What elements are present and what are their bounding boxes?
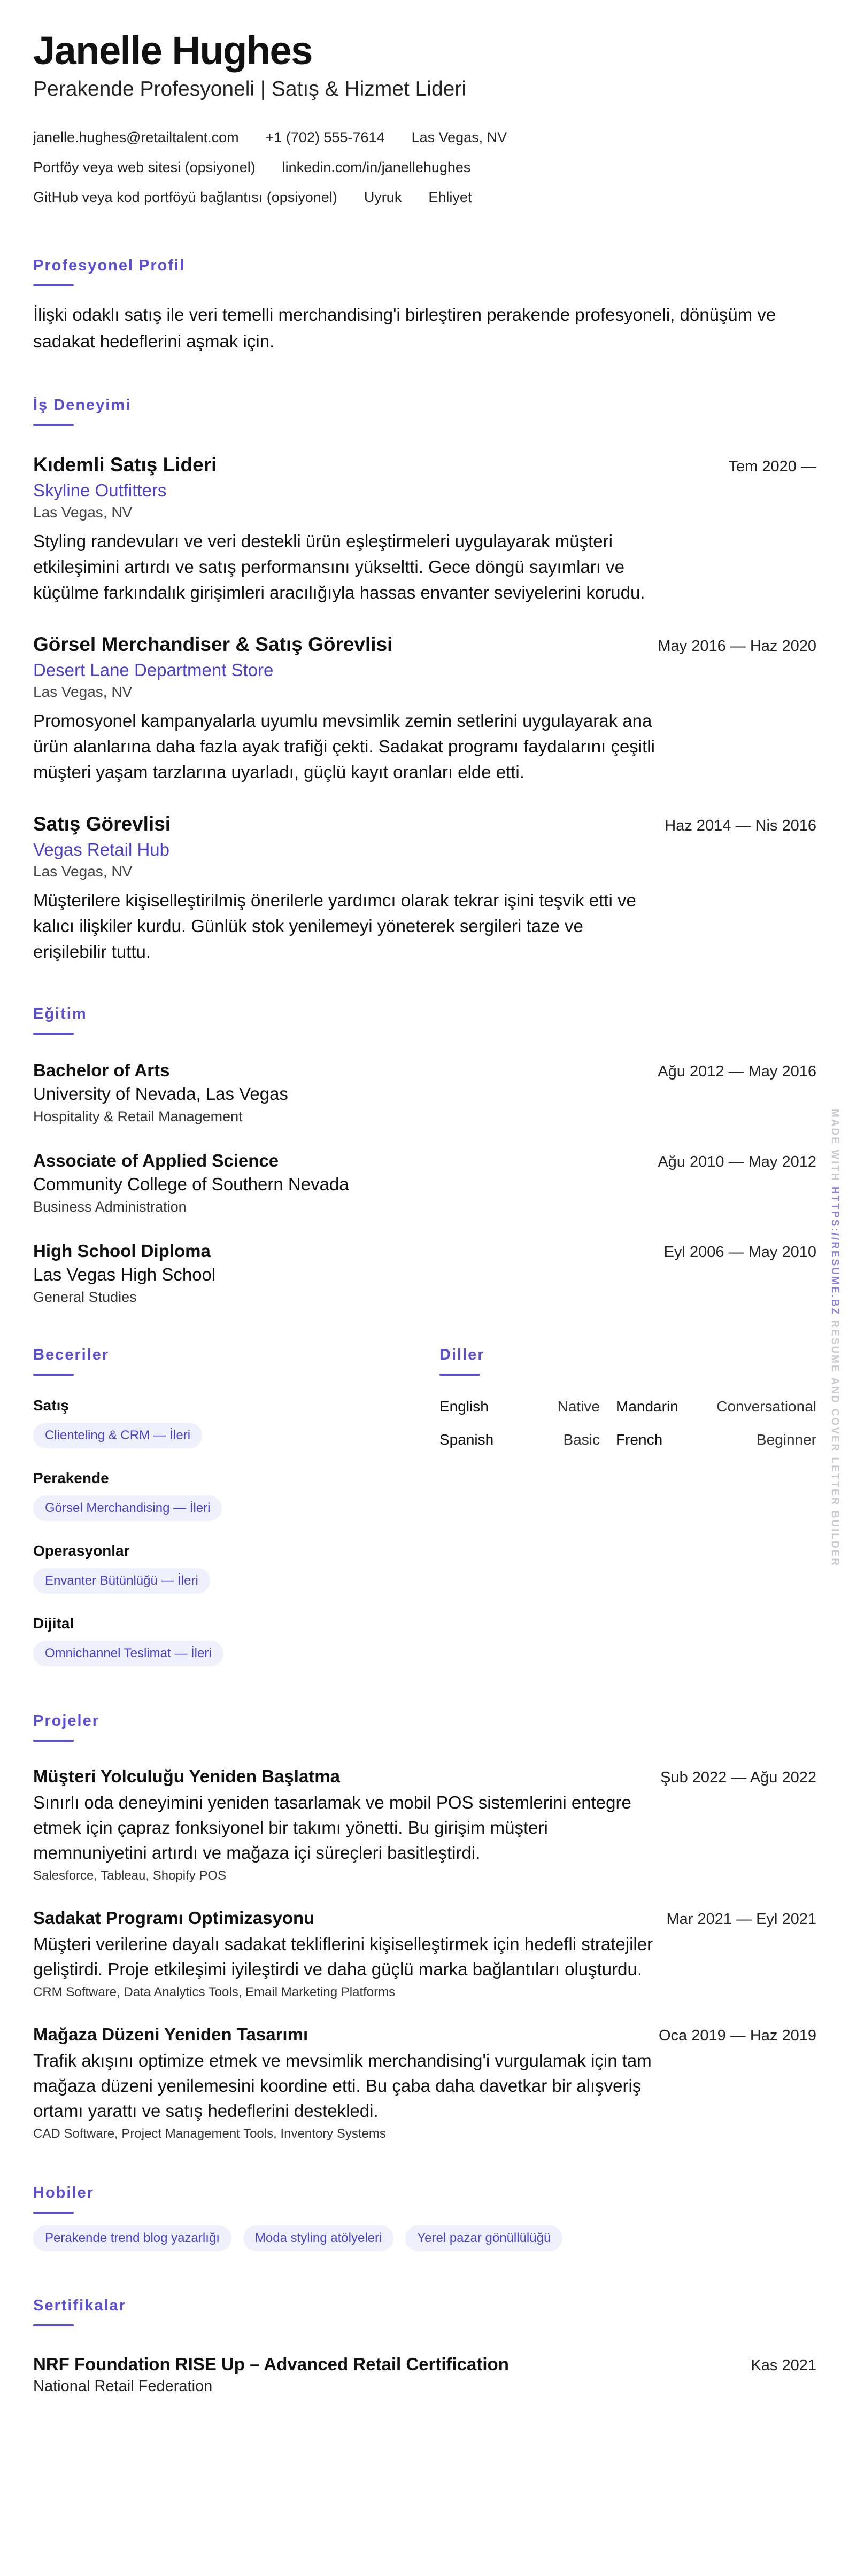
employer-name: Desert Lane Department Store — [33, 660, 274, 680]
candidate-headline: Perakende Profesyoneli | Satış & Hizmet Lideri — [33, 77, 467, 101]
skills-languages-row — [33, 1346, 816, 1666]
certification-entry — [33, 2354, 816, 2395]
skill-category: Operasyonlar — [33, 1542, 130, 1559]
section-divider — [33, 424, 74, 426]
project-description: Trafik akışını optimize etmek ve mevsimlik merchandising'i vurgulamak için tam mağaza düzeni yenilemesini koordine etti. Bu çaba daha davetkar bir alışveriş ortamı yarattı ve satış hedeflerini destekledi. — [33, 2051, 652, 2121]
experience-entry — [33, 633, 816, 785]
contact-row — [33, 152, 816, 182]
language-item — [616, 1398, 816, 1415]
hobby-chip: Yerel pazar gönüllülüğü — [405, 2225, 562, 2251]
section-title: Eğitim — [33, 1005, 87, 1023]
skill-chip: Omnichannel Teslimat — İleri — [33, 1641, 223, 1666]
job-title: Satış Görevlisi — [33, 813, 171, 835]
job-dates: May 2016 — Haz 2020 — [658, 638, 816, 655]
section-divider — [33, 2212, 74, 2214]
job-title: Kıdemli Satış Lideri — [33, 454, 217, 476]
school-name: Community College of Southern Nevada — [33, 1174, 349, 1194]
contact-row — [33, 182, 816, 212]
language-level: Native — [557, 1398, 600, 1415]
language-item — [439, 1431, 616, 1448]
degree-name: Bachelor of Arts — [33, 1060, 170, 1081]
contact-row — [33, 122, 816, 152]
language-item — [439, 1398, 616, 1415]
project-tech: Salesforce, Tableau, Shopify POS — [33, 1868, 227, 1883]
job-description: Promosyonel kampanyalarla uyumlu mevsimlik zemin setlerini uygulayarak ana ürün alanlarına daha fazla ayak trafiği çekti. Sadakat programı faydalarını çeşitli müşteri yaşam tarzlarına uyarladı, güçlü kayıt oranları elde etti. — [33, 711, 655, 782]
project-dates: Oca 2019 — Haz 2019 — [658, 2027, 816, 2045]
skills-section — [33, 1346, 439, 1666]
watermark-link[interactable]: HTTPS://RESUME.BZ — [829, 1186, 840, 1316]
skill-category: Satış — [33, 1397, 69, 1414]
job-description: Styling randevuları ve veri destekli ürün eşleştirmeleri uygulayarak müşteri etkileşimini artırdı ve satış performansını yükseltti. Gece döngü sayımları ve küçülme farkındalık girişimleri aracılığıyla hassas envanter seviyelerini korudu. — [33, 531, 645, 603]
skill-chip: Envanter Bütünlüğü — İleri — [33, 1568, 210, 1594]
portfolio-link[interactable]: Portföy veya web sitesi (opsiyonel) — [33, 159, 256, 176]
section-title: Sertifikalar — [33, 2297, 126, 2315]
section-title: İş Deneyimi — [33, 397, 132, 414]
language-level: Conversational — [716, 1398, 816, 1415]
project-entry — [33, 1766, 816, 1883]
degree-name: High School Diploma — [33, 1241, 211, 1261]
project-title: Müşteri Yolculuğu Yeniden Başlatma — [33, 1766, 340, 1787]
contact-block — [33, 122, 816, 212]
hobby-chip: Perakende trend blog yazarlığı — [33, 2225, 231, 2251]
certifications-section — [33, 2297, 816, 2395]
skill-group — [33, 1397, 439, 1448]
project-title: Sadakat Programı Optimizasyonu — [33, 1908, 315, 1928]
candidate-name: Janelle Hughes — [33, 28, 312, 73]
section-divider — [33, 2324, 74, 2326]
experience-entry — [33, 454, 816, 606]
certification-date: Kas 2021 — [751, 2357, 816, 2375]
school-name: University of Nevada, Las Vegas — [33, 1084, 288, 1104]
certification-issuer: National Retail Federation — [33, 2378, 213, 2395]
location: Las Vegas, NV — [411, 129, 507, 146]
skill-chip: Görsel Merchandising — İleri — [33, 1495, 222, 1521]
section-title: Beceriler — [33, 1346, 110, 1364]
school-name: Las Vegas High School — [33, 1264, 216, 1285]
skill-group — [33, 1615, 439, 1666]
project-description: Sınırlı oda deneyimini yeniden tasarlamak ve mobil POS sistemlerini entegre etmek için çapraz fonksiyonel bir takımı yönetti. Bu girişim müşteri memnuniyetini artırdı ve mağaza içi süreçleri basitleştirdi. — [33, 1793, 631, 1863]
project-entry — [33, 1908, 816, 2000]
section-divider — [439, 1374, 480, 1376]
resume-page — [33, 29, 816, 2395]
certification-title: NRF Foundation RISE Up – Advanced Retail Certification — [33, 2354, 509, 2375]
employer-name: Skyline Outfitters — [33, 480, 167, 501]
section-title: Profesyonel Profil — [33, 257, 186, 275]
language-name: French — [616, 1431, 663, 1448]
project-entry — [33, 2024, 816, 2142]
skill-group — [33, 1542, 439, 1594]
language-name: Spanish — [439, 1431, 494, 1448]
section-title: Projeler — [33, 1712, 99, 1730]
skill-category: Dijital — [33, 1615, 74, 1632]
phone-number[interactable]: +1 (702) 555-7614 — [265, 129, 385, 146]
project-title: Mağaza Düzeni Yeniden Tasarımı — [33, 2024, 308, 2045]
skill-group — [33, 1470, 439, 1521]
education-dates: Ağu 2012 — May 2016 — [658, 1063, 816, 1081]
project-description: Müşteri verilerine dayalı sadakat tekliflerini kişiselleştirmek için hedefli stratejiler geliştirdi. Proje etkileşimi iyileştirdi ve daha güçlü marka bağlantıları oluşturdu. — [33, 1934, 653, 1980]
skill-chip: Clienteling & CRM — İleri — [33, 1423, 202, 1448]
section-title: Diller — [439, 1346, 485, 1364]
language-name: English — [439, 1398, 489, 1415]
field-of-study: Hospitality & Retail Management — [33, 1108, 243, 1125]
languages-grid — [439, 1398, 816, 1448]
section-divider — [33, 1033, 74, 1035]
job-dates: Haz 2014 — Nis 2016 — [665, 817, 816, 835]
projects-section — [33, 1712, 816, 2142]
education-dates: Ağu 2010 — May 2012 — [658, 1153, 816, 1171]
nationality: Uyruk — [364, 189, 402, 206]
education-section — [33, 1005, 816, 1306]
degree-name: Associate of Applied Science — [33, 1151, 279, 1171]
job-location: Las Vegas, NV — [33, 863, 133, 880]
hobby-chip: Moda styling atölyeleri — [243, 2225, 393, 2251]
section-divider — [33, 1740, 74, 1742]
section-title: Hobiler — [33, 2184, 94, 2202]
hobbies-section — [33, 2184, 816, 2251]
builder-watermark — [828, 1109, 840, 1568]
experience-entry — [33, 813, 816, 965]
languages-section — [439, 1346, 816, 1666]
language-level: Basic — [563, 1431, 600, 1448]
profile-section — [33, 257, 816, 355]
email-link[interactable]: janelle.hughes@retailtalent.com — [33, 129, 239, 146]
education-entry — [33, 1241, 816, 1306]
language-item — [616, 1431, 816, 1448]
section-divider — [33, 284, 74, 286]
education-entry — [33, 1151, 816, 1215]
experience-section — [33, 397, 816, 965]
drivers-license: Ehliyet — [428, 189, 472, 206]
education-dates: Eyl 2006 — May 2010 — [663, 1244, 816, 1261]
employer-name: Vegas Retail Hub — [33, 840, 169, 860]
job-location: Las Vegas, NV — [33, 684, 133, 701]
project-dates: Şub 2022 — Ağu 2022 — [660, 1769, 816, 1787]
project-tech: CRM Software, Data Analytics Tools, Email Marketing Platforms — [33, 1985, 396, 2000]
job-title: Görsel Merchandiser & Satış Görevlisi — [33, 633, 393, 656]
github-link[interactable]: GitHub veya kod portföyü bağlantısı (opsiyonel) — [33, 189, 337, 206]
skill-category: Perakende — [33, 1470, 109, 1487]
job-description: Müşterilere kişiselleştirilmiş önerilerle yardımcı olarak tekrar işini teşvik etti ve kalıcı ilişkiler kurdu. Günlük stok yenilemeyi yöneterek sergileri taze ve erişilebilir tuttu. — [33, 890, 636, 962]
watermark-prefix: MADE WITH — [829, 1109, 840, 1187]
job-dates: Tem 2020 — — [728, 458, 816, 476]
project-tech: CAD Software, Project Management Tools, Inventory Systems — [33, 2127, 386, 2142]
education-entry — [33, 1060, 816, 1125]
field-of-study: General Studies — [33, 1289, 137, 1306]
job-location: Las Vegas, NV — [33, 504, 133, 521]
field-of-study: Business Administration — [33, 1199, 187, 1215]
section-divider — [33, 1374, 74, 1376]
project-dates: Mar 2021 — Eyl 2021 — [666, 1911, 816, 1928]
language-level: Beginner — [756, 1431, 816, 1448]
watermark-suffix: RESUME AND COVER LETTER BUILDER — [829, 1316, 840, 1568]
hobby-list — [33, 2225, 816, 2251]
linkedin-link[interactable]: linkedin.com/in/janellehughes — [282, 159, 471, 176]
language-name: Mandarin — [616, 1398, 678, 1415]
profile-summary: İlişki odaklı satış ile veri temelli merchandising'i birleştiren perakende profesyoneli, dönüşüm ve sadakat hedeflerini aşmak için. — [33, 305, 776, 352]
